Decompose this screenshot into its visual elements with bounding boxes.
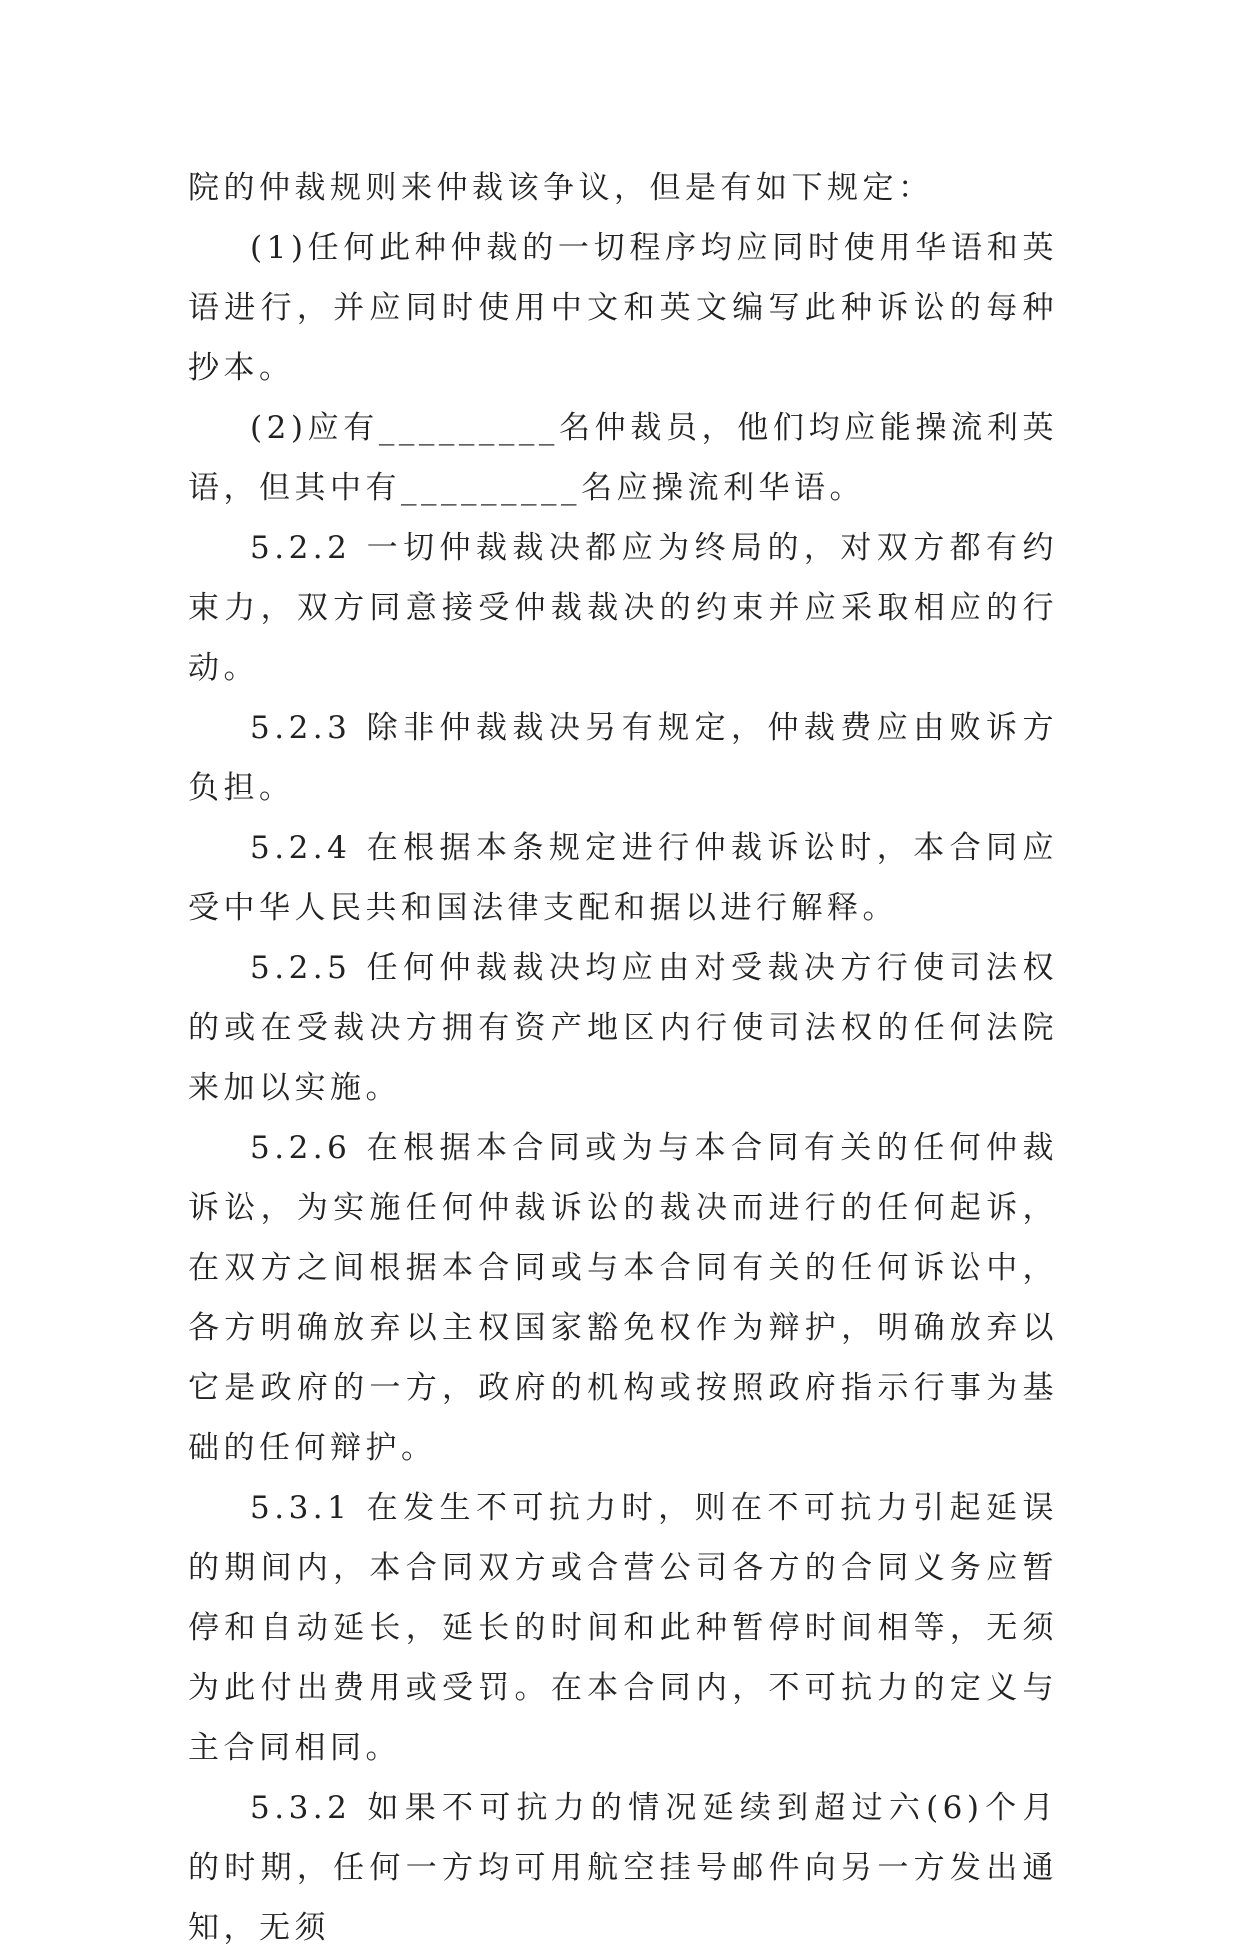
paragraph-clause-1: (1)任何此种仲裁的一切程序均应同时使用华语和英语进行，并应同时使用中文和英文编写此种诉讼的每种抄本。 <box>188 230 1058 386</box>
paragraph-5-2-4: 5.2.4 在根据本条规定进行仲裁诉讼时，本合同应受中华人民共和国法律支配和据以进行解释。 <box>188 830 1058 926</box>
paragraph-5-3-2: 5.3.2 如果不可抗力的情况延续到超过六(6)个月的时期，任何一方均可用航空挂号邮件向另一方发出通知，无须 <box>188 1790 1058 1946</box>
document-body <box>188 158 1058 1958</box>
paragraph-continuation: 院的仲裁规则来仲裁该争议，但是有如下规定： <box>188 170 934 206</box>
paragraph-5-2-2: 5.2.2 一切仲裁裁决都应为终局的，对双方都有约束力，双方同意接受仲裁裁决的约束并应采取相应的行动。 <box>188 530 1058 686</box>
paragraph-5-2-3: 5.2.3 除非仲裁裁决另有规定，仲裁费应由败诉方负担。 <box>188 710 1058 806</box>
paragraph-clause-2: (2)应有_________名仲裁员，他们均应能操流利英语，但其中有_________名应操流利华语。 <box>188 410 1058 506</box>
paragraph-5-2-5: 5.2.5 任何仲裁裁决均应由对受裁决方行使司法权的或在受裁决方拥有资产地区内行使司法权的任何法院来加以实施。 <box>188 950 1058 1106</box>
paragraph-5-3-1: 5.3.1 在发生不可抗力时，则在不可抗力引起延误的期间内，本合同双方或合营公司各方的合同义务应暂停和自动延长，延长的时间和此种暂停时间相等，无须为此付出费用或受罚。在本合同内，不可抗力的定义与主合同相同。 <box>188 1490 1058 1766</box>
paragraph-5-2-6: 5.2.6 在根据本合同或为与本合同有关的任何仲裁诉讼，为实施任何仲裁诉讼的裁决而进行的任何起诉，在双方之间根据本合同或与本合同有关的任何诉讼中，各方明确放弃以主权国家豁免权作为辩护，明确放弃以它是政府的一方，政府的机构或按照政府指示行事为基础的任何辩护。 <box>188 1130 1058 1466</box>
